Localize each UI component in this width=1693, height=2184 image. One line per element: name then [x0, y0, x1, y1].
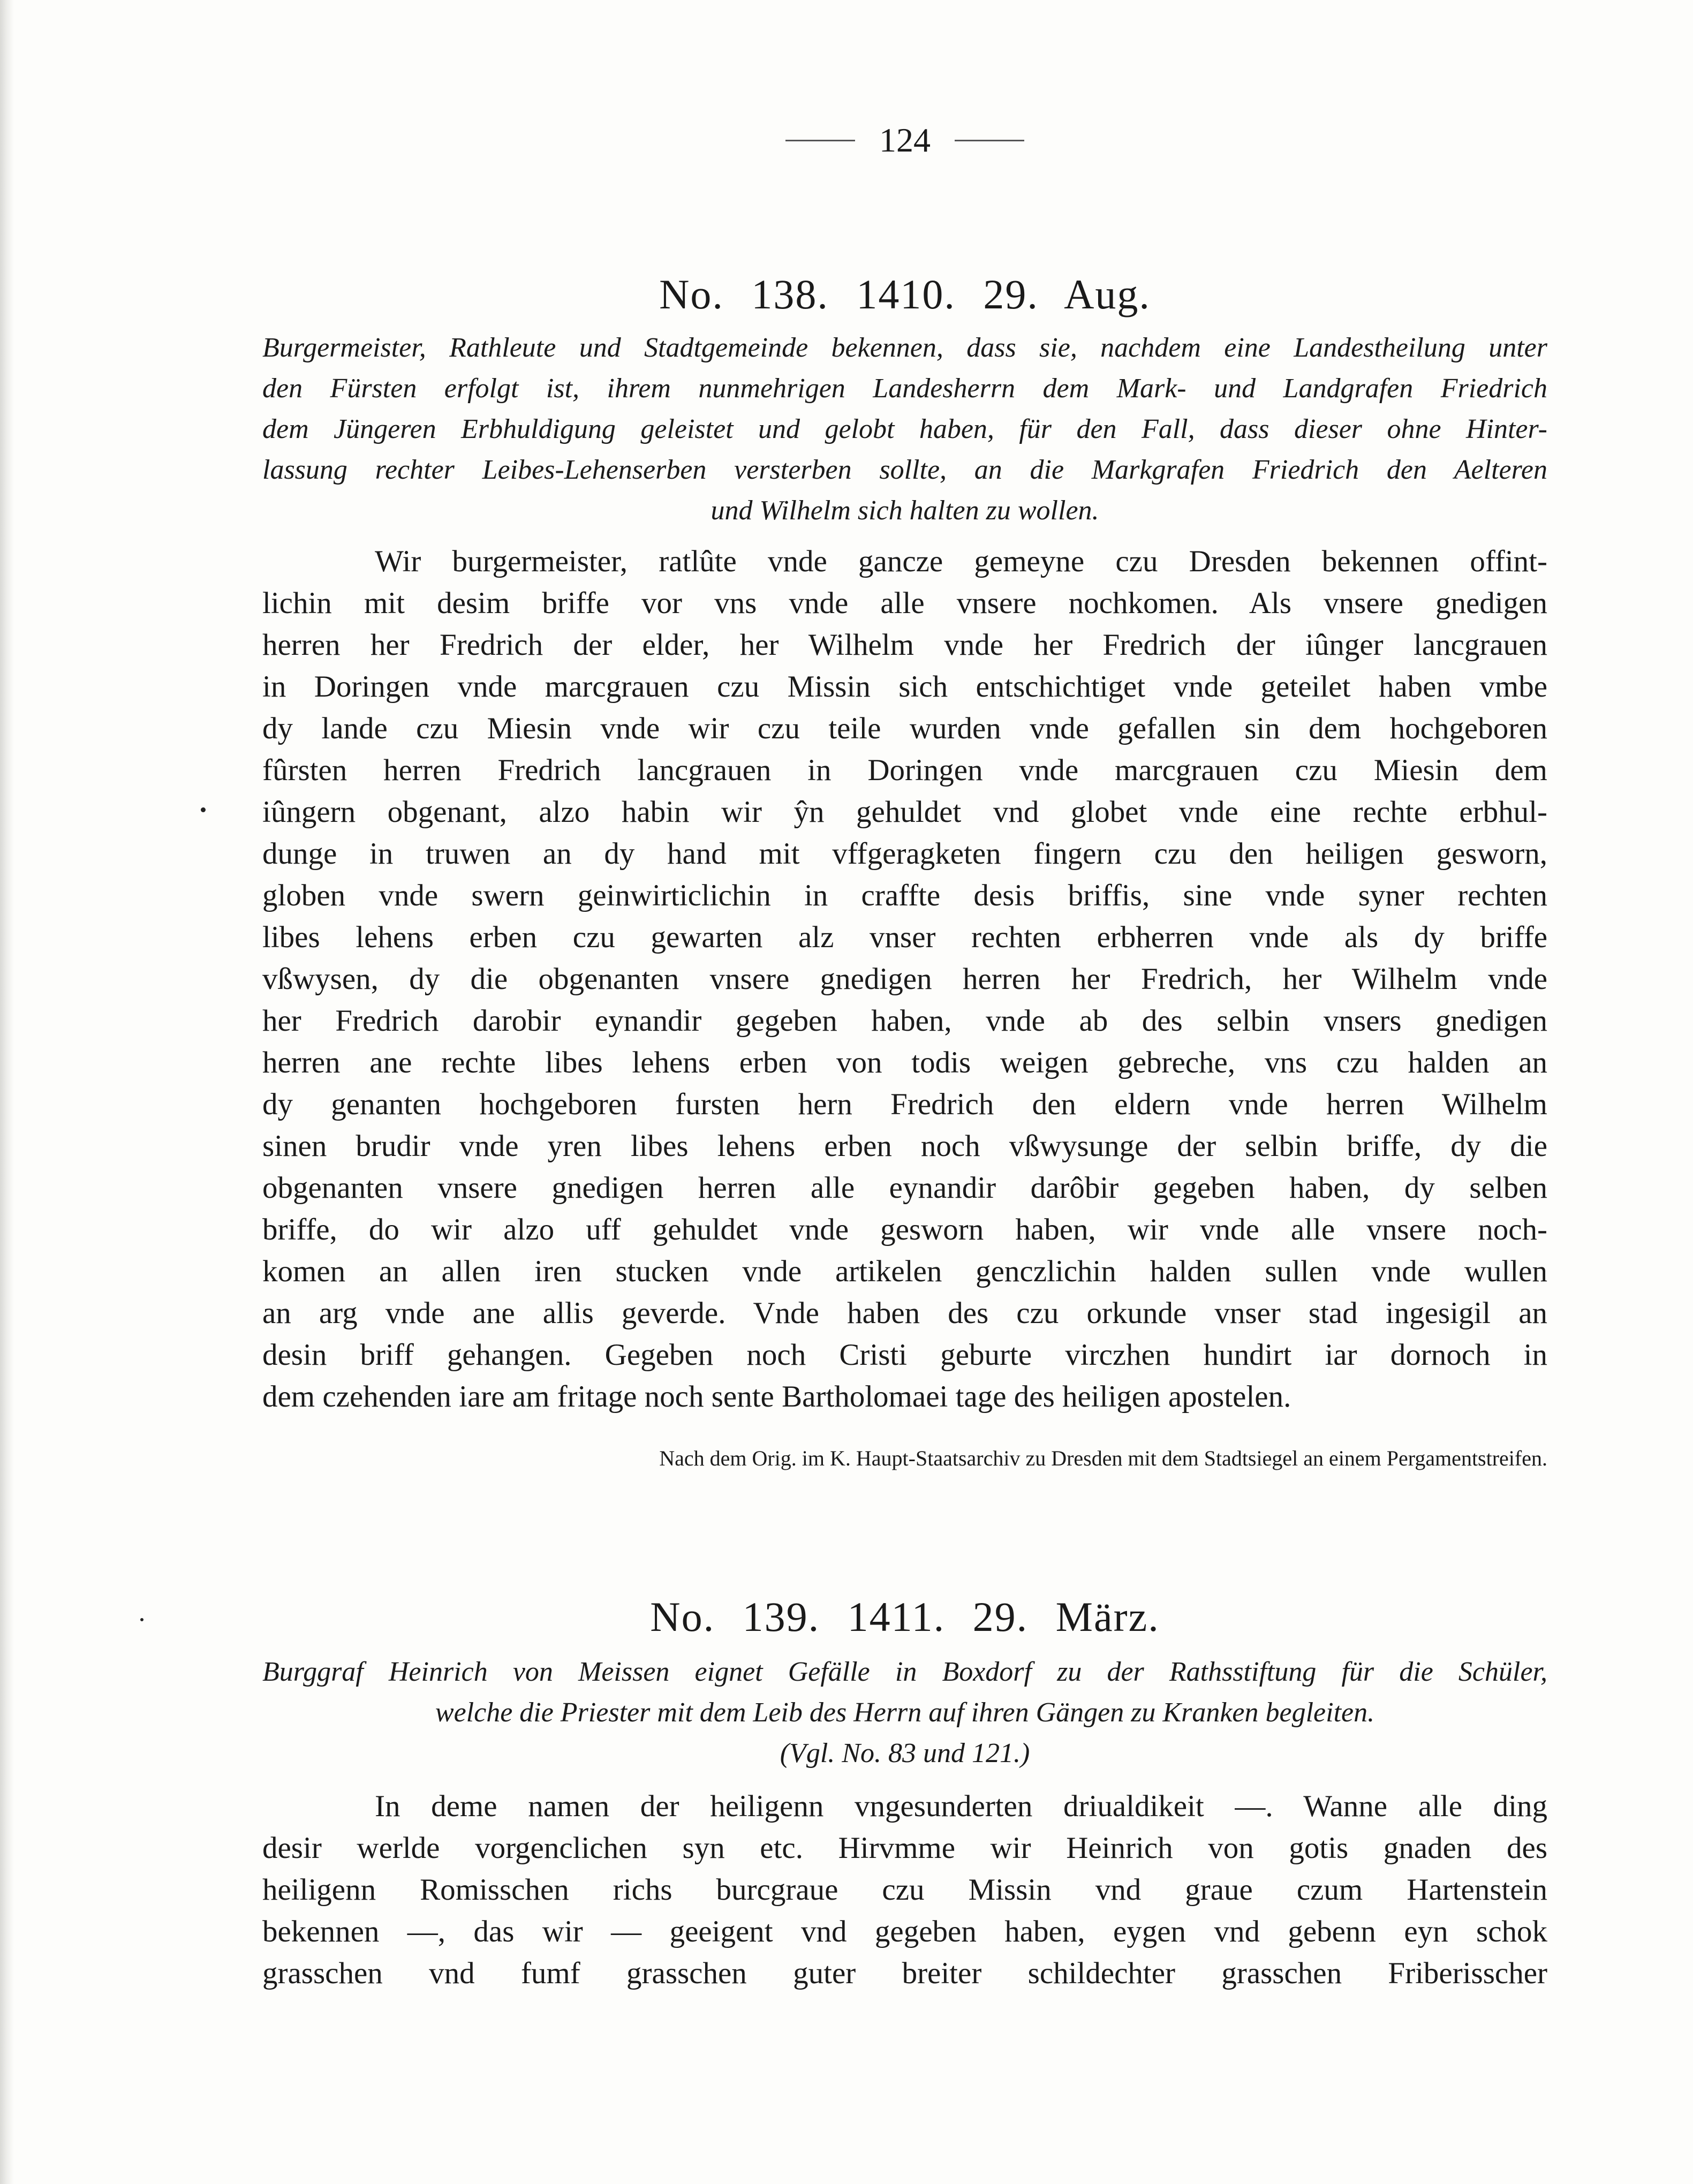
entry-139-regest	[262, 1652, 1547, 1774]
text-line: dy lande czu Miesin vnde wir czu teile wurden vnde gefallen sin dem hochgeboren	[262, 712, 1547, 745]
entry-heading: No. 138. 1410. 29. Aug.	[659, 271, 1151, 318]
scan-speck	[201, 807, 206, 812]
text-line: Wir burgermeister, ratlûte vnde gancze gemeyne czu Dresden bekennen offint-	[375, 545, 1547, 578]
text-line: her Fredrich darobir eynandir gegeben haben, vnde ab des selbin vnsers gnedigen	[262, 1004, 1547, 1038]
header-rule-left	[785, 140, 855, 141]
regest-line: welche die Priester mit dem Leib des Herrn auf ihren Gängen zu Kranken begleiten.	[435, 1697, 1375, 1728]
entry-139	[262, 1593, 1547, 1641]
header-rule-right	[955, 140, 1024, 141]
text-line: dem czehenden iare am fritage noch sente Bartholomaei tage des heiligen apostelen.	[262, 1380, 1291, 1414]
scan-speck	[140, 1618, 143, 1621]
document-text	[262, 1786, 1547, 1994]
text-line: libes lehens erben czu gewarten alz vnser rechten erbherren vnde als dy briffe	[262, 920, 1547, 954]
text-line: an arg vnde ane allis geverde. Vnde haben des czu orkunde vnser stad ingesigil an	[262, 1296, 1547, 1330]
text-line: herren ane rechte libes lehens erben von todis weigen gebreche, vns czu halden an	[262, 1046, 1547, 1079]
document-text	[262, 541, 1547, 1418]
entry-138-source	[262, 1446, 1547, 1471]
scan-edge	[0, 0, 14, 2184]
text-line: grasschen vnd fumf grasschen guter breiter schildechter grasschen Friberisscher	[262, 1956, 1547, 1990]
page-number: 124	[879, 121, 931, 159]
entry-138-text	[262, 541, 1547, 1418]
text-line: fûrsten herren Fredrich lancgrauen in Doringen vnde marcgrauen czu Miesin dem	[262, 753, 1547, 787]
text-line: obgenanten vnsere gnedigen herren alle eynandir darôbir gegeben haben, dy selben	[262, 1171, 1547, 1205]
regest-line: dem Jüngeren Erbhuldigung geleistet und gelobt haben, für den Fall, dass dieser ohne Hinter-	[262, 414, 1547, 444]
regest	[262, 1652, 1547, 1774]
entry-138	[262, 270, 1547, 319]
text-line: in Doringen vnde marcgrauen czu Missin sich entschichtiget vnde geteilet haben vmbe	[262, 670, 1547, 704]
text-line: dunge in truwen an dy hand mit vffgeragketen fingern czu den heiligen gesworn,	[262, 837, 1547, 871]
entry-138-regest	[262, 328, 1547, 531]
regest-line: Burgermeister, Rathleute und Stadtgemeinde bekennen, dass sie, nachdem eine Landestheilung unter	[262, 332, 1547, 363]
regest-line: und Wilhelm sich halten zu wollen.	[711, 495, 1099, 526]
text-line: komen an allen iren stucken vnde artikelen genczlichin halden sullen vnde wullen	[262, 1255, 1547, 1288]
text-line: sinen brudir vnde yren libes lehens erben noch vßwysunge der selbin briffe, dy die	[262, 1129, 1547, 1163]
text-line: bekennen —, das wir — geeigent vnd gegeben haben, eygen vnd gebenn eyn schok	[262, 1915, 1547, 1948]
text-line: In deme namen der heiligenn vngesunderten driualdikeit —. Wanne alle ding	[375, 1789, 1547, 1823]
regest-line: lassung rechter Leibes-Lehenserben versterben sollte, an die Markgrafen Friedrich den Aelteren	[262, 455, 1547, 485]
text-line: dy genanten hochgeboren fursten hern Fredrich den eldern vnde herren Wilhelm	[262, 1087, 1547, 1121]
regest-line: Burggraf Heinrich von Meissen eignet Gefälle in Boxdorf zu der Rathsstiftung für die Schüler,	[262, 1657, 1547, 1687]
entry-heading: No. 139. 1411. 29. März.	[650, 1593, 1160, 1640]
text-line: desin briff gehangen. Gegeben noch Cristi geburte virczhen hundirt iar dornoch in	[262, 1338, 1547, 1372]
text-line: globen vnde swern geinwirticlichin in craffte desis briffis, sine vnde syner rechten	[262, 879, 1547, 912]
source-note: Nach dem Orig. im K. Haupt-Staatsarchiv zu Dresden mit dem Stadtsiegel an einem Pergamentstreifen.	[659, 1446, 1547, 1470]
text-line: herren her Fredrich der elder, her Wilhelm vnde her Fredrich der iûnger lancgrauen	[262, 628, 1547, 662]
text-line: briffe, do wir alzo uff gehuldet vnde gesworn haben, wir vnde alle vnsere noch-	[262, 1213, 1547, 1246]
text-line: lichin mit desim briffe vor vns vnde alle vnsere nochkomen. Als vnsere gnedigen	[262, 586, 1547, 620]
text-line: desir werlde vorgenclichen syn etc. Hirvmme wir Heinrich von gotis gnaden des	[262, 1831, 1547, 1865]
text-line: vßwysen, dy die obgenanten vnsere gnedigen herren her Fredrich, her Wilhelm vnde	[262, 962, 1547, 996]
entry-139-text	[262, 1786, 1547, 1994]
page-header	[262, 120, 1547, 169]
text-line: heiligenn Romisschen richs burcgraue czu Missin vnd graue czum Hartenstein	[262, 1873, 1547, 1907]
text-line: iûngern obgenant, alzo habin wir ŷn gehuldet vnd globet vnde eine rechte erbhul-	[262, 795, 1547, 829]
regest-line: den Fürsten erfolgt ist, ihrem nunmehrigen Landesherrn dem Mark- und Landgrafen Friedrich	[262, 373, 1547, 404]
regest	[262, 328, 1547, 531]
regest-line: (Vgl. No. 83 und 121.)	[780, 1738, 1030, 1769]
